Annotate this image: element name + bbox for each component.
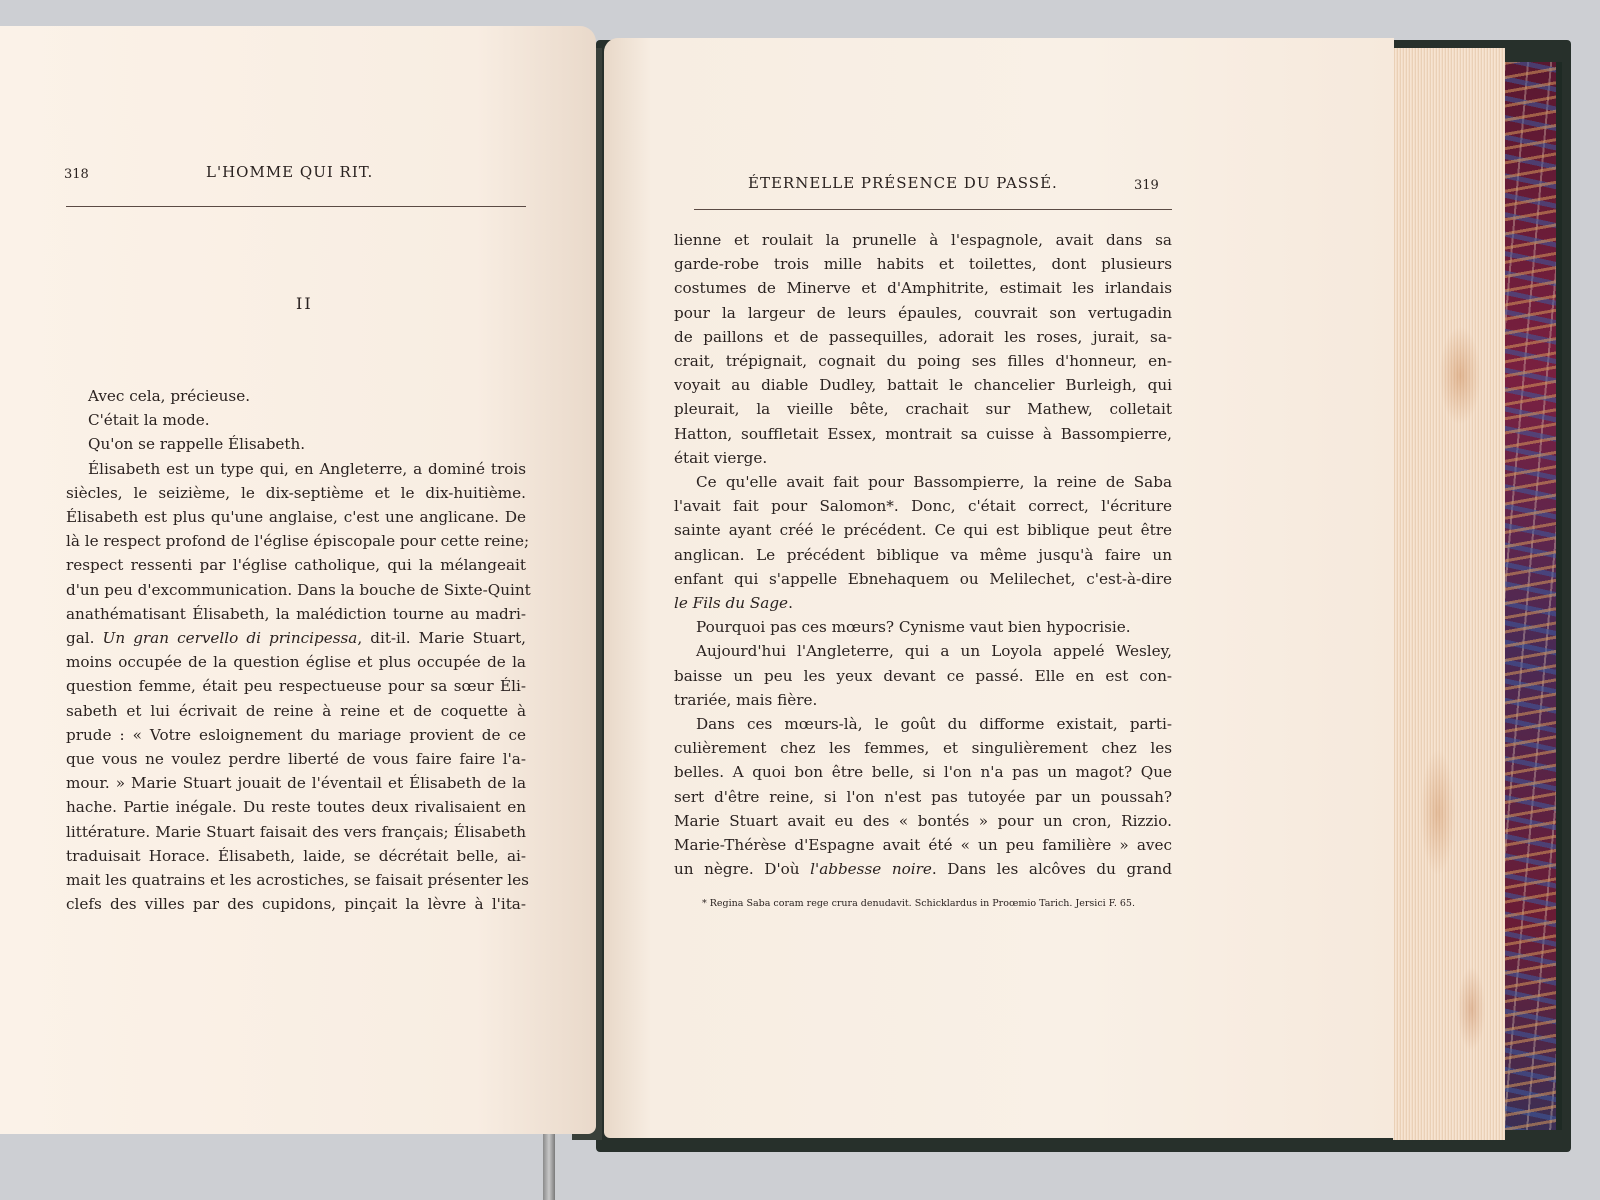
header-rule [66, 206, 526, 207]
text-line: belles. A quoi bon être belle, si l'on n'a pas un magot? Que [674, 763, 1172, 782]
marbled-endpaper [1504, 62, 1562, 1130]
left-page [0, 26, 596, 1134]
chapter-number: II [296, 294, 313, 313]
text-line: mour. » Marie Stuart jouait de l'éventail et Élisabeth de la [66, 774, 526, 793]
running-head: ÉTERNELLE PRÉSENCE DU PASSÉ. [748, 174, 1058, 192]
text-line: C'était la mode. [88, 411, 210, 430]
text-line: question femme, était peu respectueuse pour sa sœur Éli- [66, 677, 526, 696]
text-line: Élisabeth est plus qu'une anglaise, c'est une anglicane. De [66, 508, 526, 526]
text-line: de paillons et de passequilles, adorait les roses, jurait, sa- [674, 327, 1172, 346]
text-line: Élisabeth est un type qui, en Angleterre, a dominé trois [88, 459, 526, 478]
text-line: Marie Stuart avait eu des « bontés » pour un cron, Rizzio. [674, 811, 1172, 830]
text-line: le Fils du Sage. [674, 594, 793, 612]
text-line: sainte ayant créé le précédent. Ce qui est biblique peut être [674, 521, 1172, 540]
text-line: d'un peu d'excommunication. Dans la bouche de Sixte-Quint [66, 580, 531, 599]
text-line: costumes de Minerve et d'Amphitrite, estimait les irlandais [674, 279, 1172, 298]
page-number: 319 [1134, 178, 1159, 193]
text-line: crait, trépignait, cognait du poing ses filles d'honneur, en- [674, 352, 1172, 370]
text-line: mait les quatrains et les acrostiches, se faisait présenter les [66, 871, 529, 889]
text-line: pour la largeur de leurs épaules, couvrait son vertugadin [674, 303, 1172, 322]
text-line: anglican. Le précédent biblique va même jusqu'à faire un [674, 545, 1172, 564]
text-line: Marie-Thérèse d'Espagne avait été « un peu familière » avec [674, 836, 1172, 854]
text-line: Hatton, souffletait Essex, montrait sa cuisse à Bassompierre, [674, 424, 1172, 443]
text-line: Aujourd'hui l'Angleterre, qui a un Loyola appelé Wesley, [696, 642, 1172, 661]
text-line: Qu'on se rappelle Élisabeth. [88, 435, 306, 454]
text-line: que vous ne voulez perdre liberté de vous faire faire l'a- [66, 750, 526, 768]
text-line: garde-robe trois mille habits et toilettes, dont plusieurs [674, 255, 1172, 274]
text-line: culièrement chez les femmes, et singulièrement chez les [674, 739, 1172, 758]
right-page [604, 38, 1394, 1138]
text-line: enfant qui s'appelle Ebnehaquem ou Melilechet, c'est-à-dire [674, 569, 1172, 588]
text-line: pleurait, la vieille bête, crachait sur Mathew, colletait [674, 400, 1172, 419]
page-number: 318 [64, 167, 89, 182]
text-line: gal. Un gran cervello di principessa, dit-il. Marie Stuart, [66, 629, 526, 647]
text-line: trariée, mais fière. [674, 690, 818, 709]
text-line: un nègre. D'où l'abbesse noire. Dans les alcôves du grand [674, 860, 1173, 879]
text-line: baisse un peu les yeux devant ce passé. Elle en est con- [674, 666, 1172, 685]
text-line: siècles, le seizième, le dix-septième et le dix-huitième. [66, 483, 526, 502]
text-line: hache. Partie inégale. Du reste toutes deux rivalisaient en [66, 798, 526, 817]
text-line: traduisait Horace. Élisabeth, laide, se décrétait belle, ai- [66, 846, 526, 865]
text-line: voyait au diable Dudley, battait le chancelier Burleigh, qui [674, 376, 1172, 395]
running-head: L'HOMME QUI RIT. [206, 163, 374, 181]
header-rule [694, 209, 1172, 210]
footnote: * Regina Saba coram rege crura denudavit. Schicklardus in Proœmio Tarich. Jersici F. 65. [702, 898, 1135, 909]
text-line: là le respect profond de l'église épiscopale pour cette reine; [66, 532, 530, 551]
text-line: respect ressenti par l'église catholique, qui la mélangeait [66, 556, 526, 575]
text-line: l'avait fait pour Salomon*. Donc, c'était correct, l'écriture [674, 497, 1172, 516]
text-line: lienne et roulait la prunelle à l'espagnole, avait dans sa [674, 231, 1172, 249]
text-line: sabeth et lui écrivait de reine à reine et de coquette à [66, 701, 526, 720]
text-line: était vierge. [674, 448, 768, 467]
ribbon-bookmark [543, 1125, 555, 1200]
text-line: Dans ces mœurs-là, le goût du difforme existait, parti- [696, 715, 1172, 733]
text-line: clefs des villes par des cupidons, pinçait la lèvre à l'ita- [66, 895, 526, 914]
text-line: littérature. Marie Stuart faisait des vers français; Élisabeth [66, 822, 526, 841]
text-line: moins occupée de la question église et plus occupée de la [66, 653, 526, 672]
text-line: prude : « Votre esloignement du mariage provient de ce [66, 725, 526, 744]
text-line: Pourquoi pas ces mœurs? Cynisme vaut bien hypocrisie. [696, 618, 1131, 637]
text-line: sert d'être reine, si l'on n'est pas tutoyée par un poussah? [674, 787, 1172, 806]
text-line: anathématisant Élisabeth, la malédiction tourne au madri- [66, 604, 526, 623]
text-line: Ce qu'elle avait fait pour Bassompierre, la reine de Saba [696, 473, 1172, 491]
text-line: Avec cela, précieuse. [88, 387, 251, 405]
page-fore-edge [1393, 48, 1505, 1140]
